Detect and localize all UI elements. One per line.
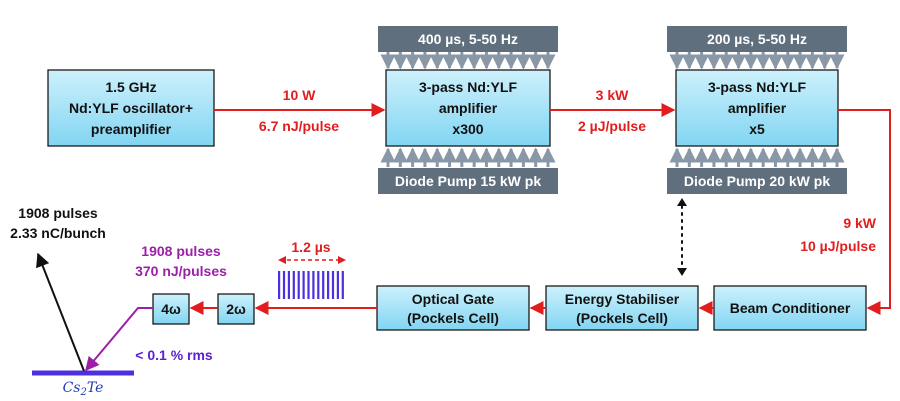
pulse-train-span-right-head: [338, 256, 346, 264]
feedback-arrow-up: [677, 198, 687, 206]
pulse-train: [278, 271, 344, 299]
stability-label: < 0.1 % rms: [135, 347, 213, 363]
pulse-bar: [342, 271, 344, 299]
pulse-bar: [327, 271, 329, 299]
osc-energy-label: 6.7 nJ/pulse: [258, 118, 340, 134]
oscillator-line-1: 1.5 GHz: [105, 79, 157, 95]
amp2-energy-label: 10 µJ/pulse: [800, 238, 876, 254]
amplifier-2-box: [676, 70, 838, 146]
amp1-pump-arrows-bottom: [388, 149, 548, 167]
pulse-train-duration-label: 1.2 µs: [291, 239, 331, 255]
pulse-bar: [283, 271, 285, 299]
amp1-line-2: amplifier: [438, 100, 498, 116]
amp1-timing-label: 400 µs, 5-50 Hz: [418, 31, 518, 47]
pulse-bar: [337, 271, 339, 299]
fourth-harmonic-label: 4ω: [161, 301, 181, 317]
amp1-pump-arrows-top: [388, 52, 548, 68]
pulse-bar: [307, 271, 309, 299]
second-harmonic-box: [218, 294, 254, 324]
amp2-line-2: amplifier: [727, 100, 787, 116]
feedback-arrow-down: [677, 268, 687, 276]
oscillator-box: [48, 70, 214, 146]
oscillator-line-2: Nd:YLF oscillator+: [68, 100, 194, 116]
beam-amp2-to-conditioner: [838, 110, 890, 308]
pulse-bar: [322, 271, 324, 299]
pulse-bar: [288, 271, 290, 299]
pulse-bar: [293, 271, 295, 299]
fourth-harmonic-box: [153, 294, 189, 324]
oscillator-line-3: preamplifier: [90, 121, 172, 137]
pulse-train-span-left-head: [278, 256, 286, 264]
electron-pulse-count-label: 1908 pulses: [18, 205, 98, 221]
pulse-bar: [317, 271, 319, 299]
amp2-timing-label: 200 µs, 5-50 Hz: [707, 31, 807, 47]
pulse-bar: [303, 271, 305, 299]
amp1-line-1: 3-pass Nd:YLF: [418, 79, 518, 95]
osc-power-label: 10 W: [282, 87, 316, 103]
amp1-energy-label: 2 µJ/pulse: [578, 118, 646, 134]
energy-stabiliser-line-1: Energy Stabiliser: [564, 291, 680, 307]
electron-charge-label: 2.33 nC/bunch: [10, 225, 106, 241]
optical-gate-line-1: Optical Gate: [411, 291, 495, 307]
pulse-bar: [332, 271, 334, 299]
amp2-diode-pump-label: Diode Pump 20 kW pk: [683, 173, 831, 189]
second-harmonic-label: 2ω: [226, 301, 246, 317]
pulse-bar: [278, 271, 280, 299]
amp2-line-3: x5: [749, 121, 765, 137]
energy-stabiliser-box: [546, 286, 698, 330]
pulse-bar: [312, 271, 314, 299]
amplifier-1-box: [386, 70, 550, 146]
electron-beam: [38, 254, 84, 371]
beam-conditioner-label: Beam Conditioner: [729, 300, 851, 316]
cathode-label: $Cs_2Te$: [62, 380, 104, 398]
beam-conditioner-box: [714, 286, 866, 330]
uv-pulse-count-label: 1908 pulses: [141, 243, 221, 259]
amp2-pump-arrows-bottom: [677, 149, 837, 167]
pulse-bar: [298, 271, 300, 299]
optical-gate-box: [377, 286, 529, 330]
amp2-power-label: 9 kW: [843, 215, 876, 231]
amp2-pump-arrows-top: [677, 52, 837, 68]
energy-stabiliser-line-2: (Pockels Cell): [576, 310, 668, 326]
amp1-line-3: x300: [452, 121, 484, 137]
amp2-line-1: 3-pass Nd:YLF: [707, 79, 807, 95]
uv-pulse-energy-label: 370 nJ/pulses: [135, 263, 227, 279]
optical-gate-line-2: (Pockels Cell): [407, 310, 499, 326]
amp1-diode-pump-label: Diode Pump 15 kW pk: [394, 173, 542, 189]
amp1-power-label: 3 kW: [595, 87, 629, 103]
